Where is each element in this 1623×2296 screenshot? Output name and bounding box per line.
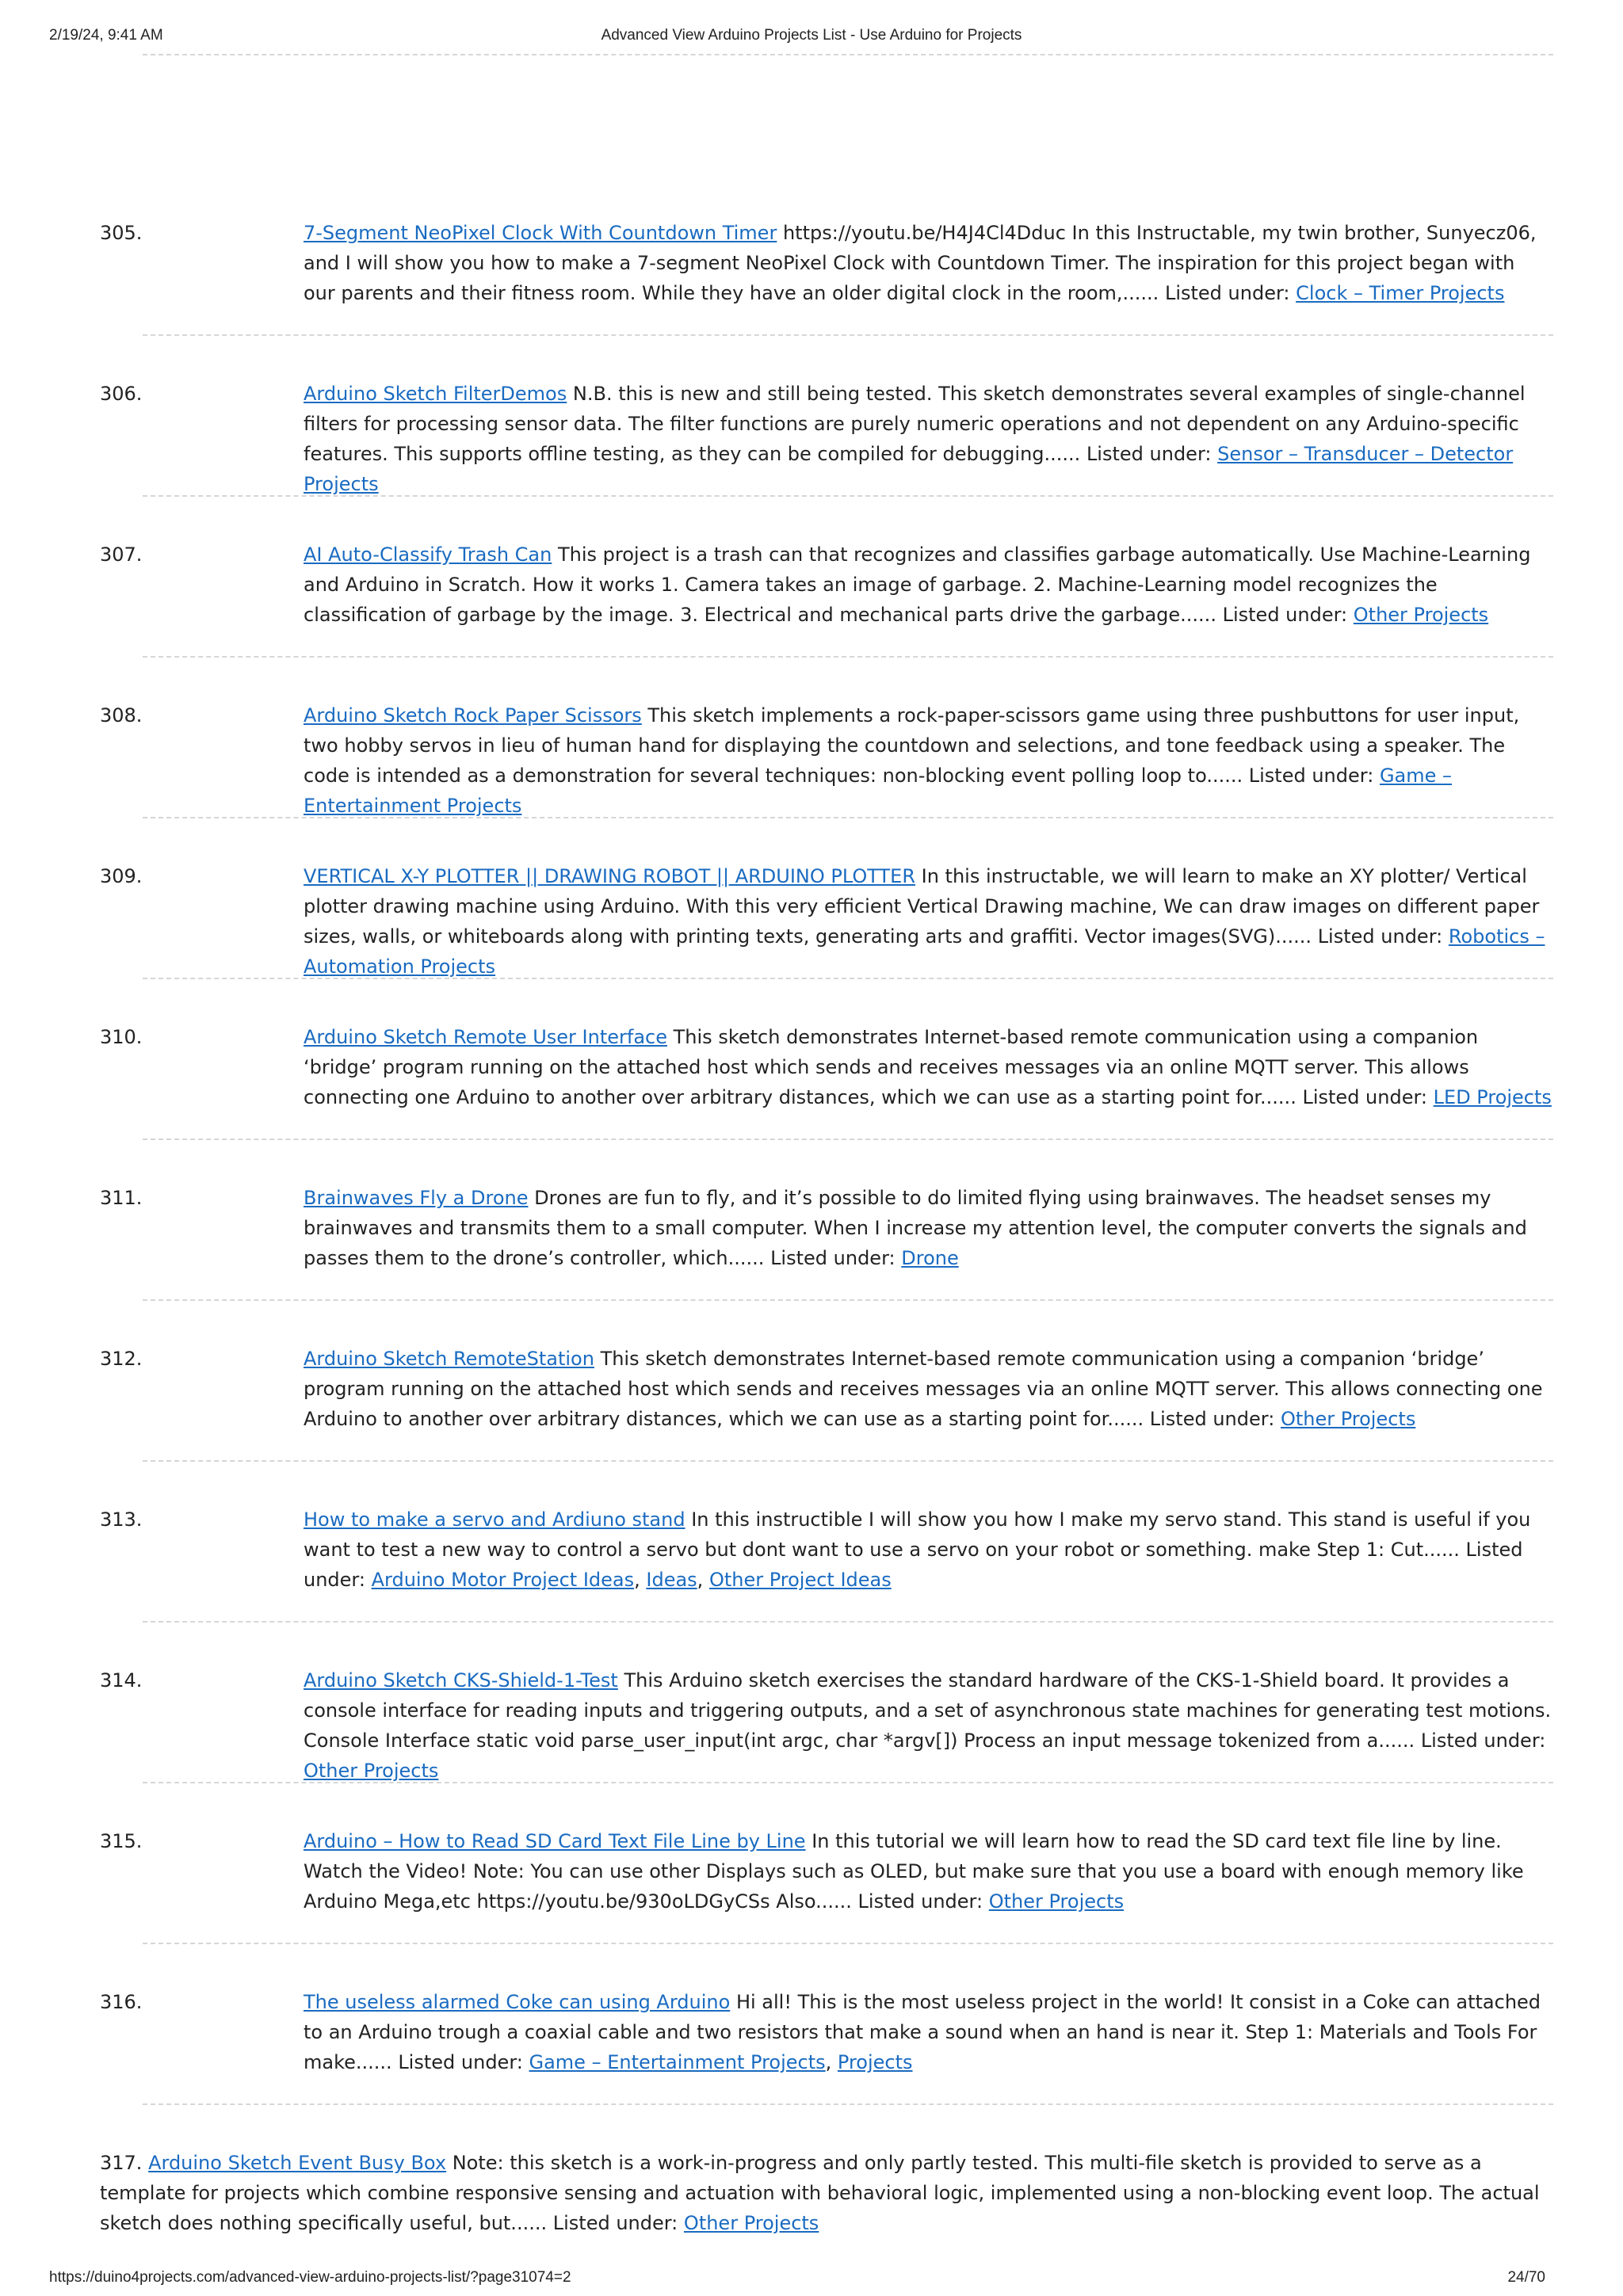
project-description: https://youtu.be/H4J4Cl4Dduc In this Instructable, my twin brother, Sunyecz06, and I will show you how to make a 7-segment NeoPixel Clock with Countdown Timer. The inspiration for this project began with our parents and their fitness room. While they have an older digital clock in the room,...... — [304, 222, 1537, 304]
listed-under-label: Listed under: — [1222, 604, 1348, 626]
project-description: This sketch demonstrates Internet-based remote communication using a companion ‘bridge’ program running on the attached host which sends and receives messages via an online MQTT server. This allows connecting one Arduino to another over arbitrary distances, which we can use as a starting point for...... — [304, 1348, 1543, 1430]
entry-separator — [143, 1621, 1553, 1623]
entry-number: 307. — [100, 543, 143, 566]
entry-number: 309. — [100, 865, 143, 887]
print-page-title: Advanced View Arduino Projects List - Use Arduino for Projects — [601, 27, 1022, 44]
listed-under-label: Listed under: — [1302, 1086, 1428, 1108]
entry-text — [304, 218, 1552, 308]
project-description: This project is a trash can that recognizes and classifies garbage automatically. Use Machine-Learning and Arduino in Scratch. How it works 1. Camera takes an image of garbage. 2. Machine-Learning model recognizes the classification of garbage by the image. 3. Electrical and mechanical parts drive the garbage...... — [304, 543, 1531, 626]
entry-text — [304, 1826, 1552, 1917]
project-title-link[interactable]: Arduino – How to Read SD Card Text File Line by Line — [304, 1830, 806, 1852]
listed-under-label: Listed under: — [304, 1539, 1523, 1591]
project-title-link[interactable]: AI Auto-Classify Trash Can — [304, 543, 552, 566]
project-description: Note: this sketch is a work-in-progress and only partly tested. This multi-file sketch is provided to serve as a template for projects which combine responsive sensing and actuation with behavioral logic, implemented using a non-blocking event loop. The actual sketch does nothing specifically useful, but...... — [100, 2152, 1540, 2234]
entry-separator — [143, 495, 1553, 497]
entry-number: 314. — [100, 1669, 143, 1691]
project-description: In this instructible I will show you how I make my servo stand. This stand is useful if you want to test a new way to control a servo but dont want to use a servo on your robot or something. make Step 1: Cut...... — [304, 1508, 1531, 1561]
category-link[interactable]: Sensor – Transducer – Detector Projects — [304, 443, 1514, 495]
entry-number: 306. — [100, 383, 143, 405]
listed-under-label: Listed under: — [1420, 1730, 1546, 1752]
project-title-link[interactable]: Arduino Sketch Remote User Interface — [304, 1026, 667, 1048]
entry-separator — [143, 656, 1553, 658]
category-link[interactable]: Arduino Motor Project Ideas — [371, 1569, 635, 1591]
entry-text — [304, 1344, 1552, 1434]
entry-text — [304, 861, 1552, 982]
category-link[interactable]: Other Projects — [988, 1890, 1125, 1913]
category-link[interactable]: Robotics – Automation Projects — [304, 925, 1545, 978]
category-link[interactable]: Other Projects — [1280, 1408, 1416, 1430]
category-link[interactable]: Other Projects — [683, 2212, 819, 2234]
print-header — [0, 22, 1623, 54]
project-title-link[interactable]: 7-Segment NeoPixel Clock With Countdown Timer — [304, 222, 777, 244]
entry-text: How to make a servo and Ardiuno stand In this instructible I will show you how I make my servo stand. This stand is useful if you want to test a new way to control a servo but dont want to use a servo on your robot or something. make Step 1: Cut...... Listed under: Arduino Motor Project Ideas, Ideas, Other Project Ideas — [304, 1508, 1531, 1591]
entry-text — [304, 700, 1552, 821]
category-link[interactable]: Game – Entertainment Projects — [304, 765, 1453, 817]
entry-number: 311. — [100, 1187, 143, 1209]
category-link[interactable]: Other Projects — [304, 1760, 439, 1782]
project-title-link[interactable]: VERTICAL X-Y PLOTTER || DRAWING ROBOT || ARDUINO PLOTTER — [304, 865, 915, 887]
project-description: This sketch demonstrates Internet-based remote communication using a companion ‘bridge’ program running on the attached host which sends and receives messages via an online MQTT server. This allows connecting one Arduino to another over arbitrary distances, which we can use as a starting point for...... — [304, 1026, 1479, 1108]
entry-text — [304, 1183, 1552, 1273]
listed-under-label: Listed under: — [857, 1890, 983, 1913]
project-title-link[interactable]: Arduino Sketch CKS-Shield-1-Test — [304, 1669, 618, 1691]
entry-text — [304, 540, 1552, 630]
print-footer — [0, 2267, 1623, 2291]
entry-separator — [143, 2103, 1553, 2105]
entry-separator — [143, 1138, 1553, 1140]
listed-under-label: Listed under: — [1248, 765, 1374, 787]
top-separator — [143, 54, 1553, 55]
listed-under-label: Listed under: — [1317, 925, 1443, 948]
entry-number: 316. — [100, 1991, 143, 2013]
project-title-link[interactable]: Arduino Sketch Event Busy Box — [148, 2152, 447, 2174]
print-page-number: 24/70 — [1507, 2269, 1545, 2286]
project-description: In this tutorial we will learn how to read the SD card text file line by line. Watch the Video! Note: You can use other Displays such as OLED, but make sure that you use a board with enough memory like Arduino Mega,etc https://youtu.be/930oLDGyCSs Also...... — [304, 1830, 1524, 1913]
category-link[interactable]: Clock – Timer Projects — [1296, 282, 1505, 304]
entry-separator — [143, 817, 1553, 818]
project-title-link[interactable]: Arduino Sketch RemoteStation — [304, 1348, 594, 1370]
category-link[interactable]: Drone — [901, 1247, 959, 1269]
project-title-link[interactable]: Arduino Sketch Rock Paper Scissors — [304, 704, 642, 727]
entry-separator — [143, 334, 1553, 336]
entry-number: 317. — [100, 2152, 143, 2174]
entry-text — [304, 1665, 1552, 1786]
category-link[interactable]: Ideas — [646, 1569, 697, 1591]
project-description: This sketch implements a rock-paper-scissors game using three pushbuttons for user input, two hobby servos in lieu of human hand for displaying the countdown and selections, and tone feedback using a speaker. The code is intended as a demonstration for several techniques: non-blocking event polling loop to...... — [304, 704, 1520, 787]
print-datetime: 2/19/24, 9:41 AM — [49, 27, 163, 44]
listed-under-label: Listed under: — [552, 2212, 678, 2234]
listed-under-label: Listed under: — [1086, 443, 1212, 465]
entry-separator — [143, 1943, 1553, 1944]
entry-text — [100, 2148, 1552, 2238]
project-description: Drones are fun to fly, and it’s possible to do limited flying using brainwaves. The headset senses my brainwaves and transmits them to a small computer. When I increase my attention level, the computer converts the signals and passes them to the drone’s controller, which...... — [304, 1187, 1527, 1269]
listed-under-label: Listed under: — [1164, 282, 1290, 304]
project-description: Hi all! This is the most useless project in the world! It consist in a Coke can attached to an Arduino trough a coaxial cable and two resistors that make a sound when an hand is near it. Step 1: Materials and Tools For make...... — [304, 1991, 1541, 2073]
entry-number: 312. — [100, 1348, 143, 1370]
listed-under-label: Listed under: — [1149, 1408, 1275, 1430]
project-title-link[interactable]: The useless alarmed Coke can using Arduino — [304, 1991, 731, 2013]
category-link[interactable]: Game – Entertainment Projects — [529, 2051, 826, 2073]
listed-under-label: Listed under: — [770, 1247, 896, 1269]
project-description: In this instructable, we will learn to make an XY plotter/ Vertical plotter drawing machine using Arduino. With this very efficient Vertical Drawing machine, We can draw images on different paper sizes, walls, or whiteboards along with printing texts, generating arts and graffiti. Vector images(SVG)...... — [304, 865, 1540, 948]
project-description: N.B. this is new and still being tested. This sketch demonstrates several examples of single-channel filters for processing sensor data. The filter functions are purely numeric operations and not dependent on any Arduino-specific features. This supports offline testing, as they can be compiled for debugging...... — [304, 383, 1526, 465]
category-link[interactable]: Other Project Ideas — [708, 1569, 892, 1591]
project-title-link[interactable]: Arduino Sketch FilterDemos — [304, 383, 567, 405]
entry-separator — [143, 978, 1553, 979]
entry-number: 308. — [100, 704, 143, 727]
project-description: This Arduino sketch exercises the standard hardware of the CKS-1-Shield board. It provides a console interface for reading inputs and triggering outputs, and a set of asynchronous state machines for generating test motions. Console Interface static void parse_user_input(int argc, char *argv[]) Process an input message tokenized from a...... — [304, 1669, 1552, 1752]
entry-text — [304, 1022, 1552, 1112]
entry-separator — [143, 1460, 1553, 1462]
entry-text: The useless alarmed Coke can using Arduino Hi all! This is the most useless project in the world! It consist in a Coke can attached to an Arduino trough a coaxial cable and two resistors that make a sound when an hand is near it. Step 1: Materials and Tools For make...... Listed under: Game – Entertainment Projects, Projects — [304, 1991, 1541, 2073]
category-link[interactable]: Projects — [837, 2051, 913, 2073]
project-title-link[interactable]: Brainwaves Fly a Drone — [304, 1187, 529, 1209]
listed-under-label: Listed under: — [398, 2051, 523, 2073]
entry-text — [304, 379, 1552, 499]
print-url: https://duino4projects.com/advanced-view-arduino-projects-list/?page31074=2 — [49, 2269, 571, 2286]
entry-number: 313. — [100, 1508, 143, 1531]
category-link[interactable]: LED Projects — [1433, 1086, 1552, 1108]
project-title-link[interactable]: How to make a servo and Ardiuno stand — [304, 1508, 685, 1531]
category-link[interactable]: Other Projects — [1353, 604, 1489, 626]
entry-separator — [143, 1299, 1553, 1301]
entry-number: 310. — [100, 1026, 143, 1048]
entry-number: 305. — [100, 222, 143, 244]
entry-number: 315. — [100, 1830, 143, 1852]
entry-separator — [143, 1782, 1553, 1783]
